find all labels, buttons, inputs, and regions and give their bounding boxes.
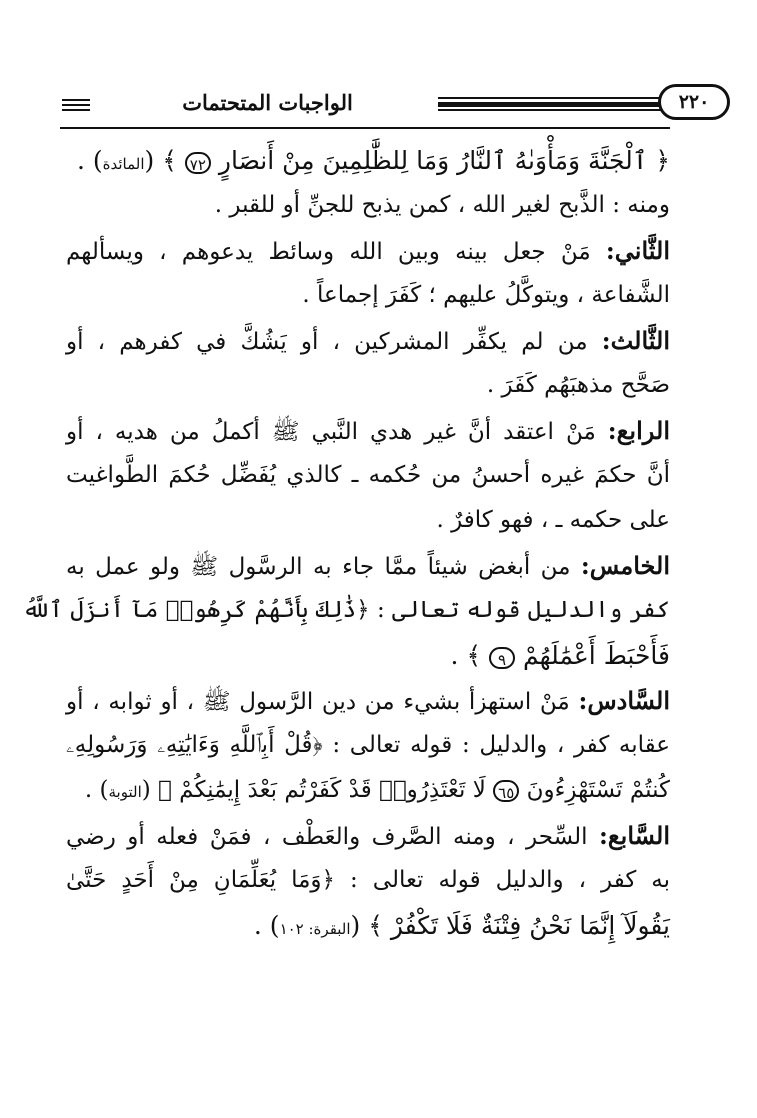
paragraph-text: السِّحر ، ومنه الصَّرف والعَطْف ، فمَنْ فعله أو رضي bbox=[66, 824, 588, 850]
quran-verse: لَا تَعْتَذِرُوا۟ قَدْ كَفَرْتُم بَعْدَ إِيمَٰنِكُمْ bbox=[179, 777, 486, 803]
quran-verse: ﴿ذَٰلِكَ بِأَنَّهُمْ كَرِهُوا۟ مَآ أَنزَلَ ٱللَّهُ bbox=[22, 597, 370, 623]
paragraph-text: من أبغض شيئاً ممَّا جاء به الرسَّول ﷺ ولو عمل به bbox=[66, 554, 571, 580]
quran-verse: كُنتُمْ تَسْتَهْزِءُونَ bbox=[526, 777, 670, 803]
page-body bbox=[22, 138, 671, 948]
text-line bbox=[66, 858, 670, 903]
ayah-number-marker: ٦٥ bbox=[493, 780, 519, 802]
text-line bbox=[66, 363, 670, 408]
section-label: الثَّاني: bbox=[605, 236, 670, 265]
surah-reference: التوبة bbox=[108, 783, 142, 801]
verse-close-bracket: ﴾ bbox=[368, 911, 383, 940]
text-line bbox=[66, 678, 670, 723]
text-line bbox=[66, 183, 670, 228]
quran-verse: ﴿وَمَا يُعَلِّمَانِ مِنْ أَحَدٍ حَتَّىٰ bbox=[66, 867, 336, 893]
text-line bbox=[22, 588, 670, 633]
paragraph-text: أنَّ حكمَ غيره أحسنُ من حُكمه ـ كالذي يُفَضِّل حُكمَ الطَّواغيت bbox=[66, 462, 670, 488]
section-label: الثَّالث: bbox=[601, 326, 670, 355]
paragraph-text: الشَّفاعة ، ويتوكَّلُ عليهم ؛ كَفَرَ إجماعاً . bbox=[302, 282, 670, 308]
paragraph-text: مَنْ اعتقد أنَّ غير هدي النَّبي ﷺ أكملُ من هديه ، أو bbox=[66, 419, 596, 445]
surah-reference: البقرة: ١٠٢ bbox=[279, 920, 351, 938]
text-line bbox=[66, 318, 670, 363]
page-header bbox=[60, 86, 710, 126]
ayah-number-marker: ٧٢ bbox=[185, 152, 211, 174]
paragraph-text: مَنْ استهزأ بشيء من دين الرَّسول ﷺ ، أو ثوابه ، أو bbox=[66, 689, 570, 715]
paragraph-text: مَنْ جعل بينه وبين الله وسائط يدعوهم ، ويسألهم bbox=[66, 239, 591, 265]
paragraph-text: على حكمه ـ ، فهو كافرٌ . bbox=[436, 507, 670, 533]
quran-verse: يَقُولَآ إِنَّمَا نَحْنُ فِتْنَةٌ فَلَا تَكْفُرْ bbox=[390, 911, 670, 940]
ayah-number-marker: ٩ bbox=[489, 647, 515, 669]
sentence-end: . bbox=[253, 911, 262, 940]
paragraph-text: من لم يكفِّر المشركين ، أو يَشُكَّ في كفرهم ، أو bbox=[66, 329, 588, 355]
paragraph-text: صَحَّح مذهبَهُم كَفَرَ . bbox=[486, 372, 670, 398]
text-line bbox=[66, 498, 670, 543]
text-line bbox=[66, 813, 670, 858]
quran-verse: ﴿قُلْ أَبِٱللَّهِ وَءَايَٰتِهِۦ وَرَسُولِهِۦ bbox=[66, 732, 323, 758]
sentence-end: . bbox=[450, 641, 459, 670]
section-label: السَّابع: bbox=[599, 821, 671, 850]
header-divider bbox=[60, 127, 670, 129]
sentence-end: . bbox=[76, 146, 85, 175]
paragraph-text: عقابه كفر ، والدليل : قوله تعالى : bbox=[332, 732, 671, 758]
text-line bbox=[66, 723, 670, 768]
verse-close-bracket: ﴾ bbox=[158, 777, 172, 803]
text-line bbox=[66, 633, 670, 678]
verse-close-bracket: ﴾ bbox=[162, 146, 177, 175]
text-line bbox=[66, 453, 670, 498]
text-line bbox=[66, 408, 670, 453]
quran-verse: ﴿ ٱلْجَنَّةَ وَمَأْوَىٰهُ ٱلنَّارُ وَمَا لِلظَّٰلِمِينَ مِنْ أَنصَارٍ bbox=[218, 146, 670, 175]
section-label: السَّادس: bbox=[578, 686, 671, 715]
text-line bbox=[66, 543, 670, 588]
text-line bbox=[66, 228, 670, 273]
header-ornament-icon bbox=[62, 99, 90, 111]
section-label: الرابع: bbox=[607, 416, 670, 445]
paragraph-text: به كفر ، والدليل قوله تعالى : bbox=[350, 867, 671, 893]
paragraph-text: ومنه : الذَّبح لغير الله ، كمن يذبح للجنِّ أو للقبر . bbox=[214, 192, 670, 218]
running-title: الواجبات المتحتمات bbox=[182, 90, 353, 115]
verse-close-bracket: ﴾ bbox=[466, 641, 482, 670]
text-line: يَقُولَآ إِنَّمَا نَحْنُ فِتْنَةٌ فَلَا تَكْفُرْ ﴾ (البقرة: ١٠٢) . bbox=[253, 911, 670, 940]
text-line: ﴿ ٱلْجَنَّةَ وَمَأْوَىٰهُ ٱلنَّارُ وَمَا لِلظَّٰلِمِينَ مِنْ أَنصَارٍ ٧٢ ﴾ (المائدة) . bbox=[76, 146, 670, 175]
section-label: الخامس: bbox=[580, 551, 671, 580]
surah-reference: المائدة bbox=[102, 155, 145, 173]
text-line bbox=[66, 273, 670, 318]
sentence-end: . bbox=[84, 777, 93, 803]
paragraph-text: كفر والدليل قوله تعالى : bbox=[376, 597, 670, 623]
header-decorative-bar bbox=[438, 97, 670, 111]
quran-verse: فَأَحْبَطَ أَعْمَٰلَهُمْ bbox=[523, 641, 670, 670]
text-line: كُنتُمْ تَسْتَهْزِءُونَ ٦٥ لَا تَعْتَذِرُوا۟ قَدْ كَفَرْتُم بَعْدَ إِيمَٰنِكُمْ ﴾ (التوبة) . bbox=[84, 777, 670, 803]
page-number: ٢٢٠ bbox=[658, 84, 730, 120]
